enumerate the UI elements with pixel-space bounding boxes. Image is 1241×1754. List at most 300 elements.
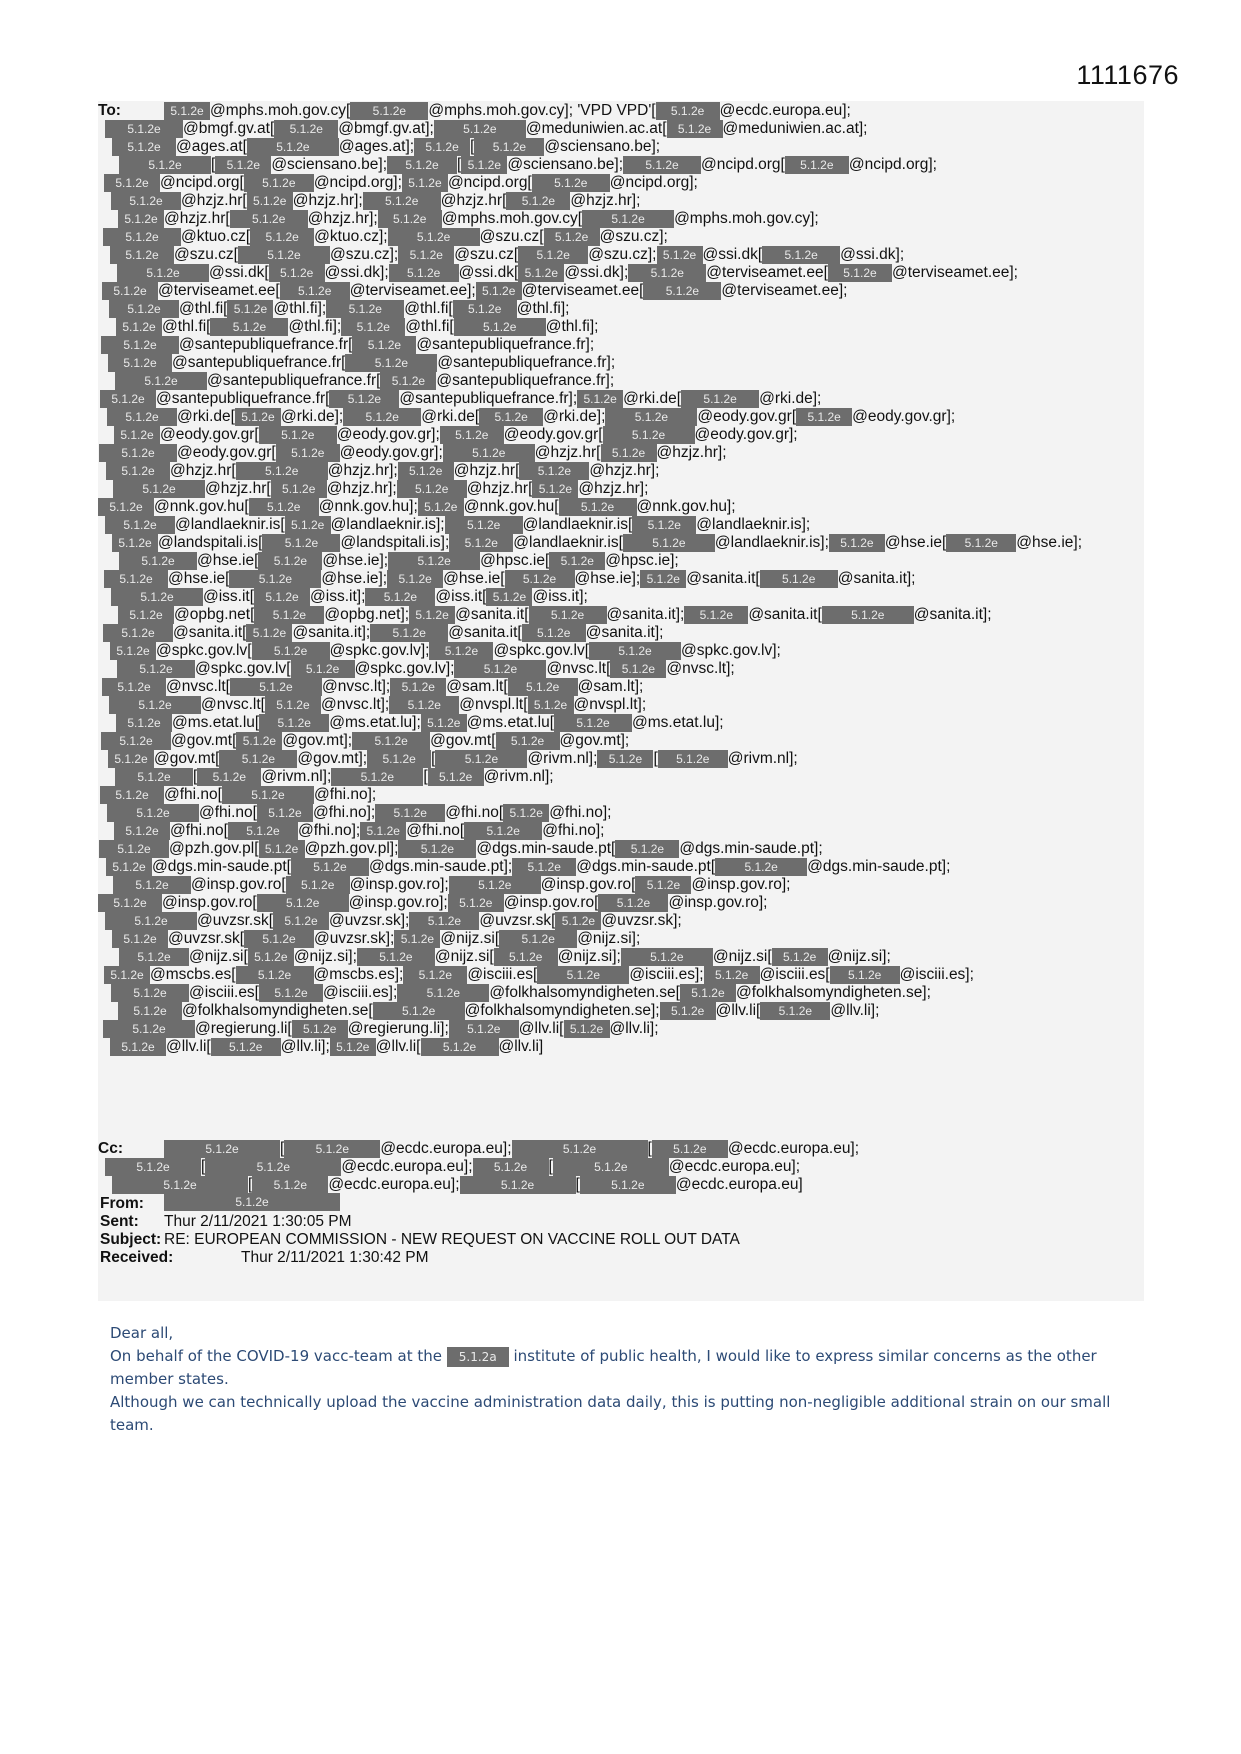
redaction-box: 5.1.2e xyxy=(632,516,696,534)
recipient-line xyxy=(98,677,1144,697)
redaction-box: 5.1.2e xyxy=(378,210,442,228)
redaction-box: 5.1.2e xyxy=(449,876,541,894)
redaction-box: 5.1.2e xyxy=(247,138,339,156)
email-address-fragment: @ages.at]; xyxy=(338,138,415,155)
redaction-box: 5.1.2e xyxy=(244,174,314,192)
greeting: Dear all, xyxy=(110,1324,174,1342)
recipient-line xyxy=(98,119,1144,139)
recipient-line xyxy=(98,929,1144,949)
redaction-box: 5.1.2e xyxy=(100,786,164,804)
email-address-fragment: @hpsc.ie]; xyxy=(605,552,679,569)
email-address-fragment: @hzjz.hr[ xyxy=(534,444,601,461)
email-address-fragment: @mphs.moh.gov.cy]; xyxy=(674,210,819,227)
email-address-fragment: @szu.cz]; xyxy=(329,246,399,263)
email-address-fragment: @fhi.no]; xyxy=(313,786,377,803)
email-address-fragment: @llv.li[ xyxy=(518,1020,564,1037)
email-address-fragment: [ xyxy=(470,138,475,155)
redaction-box: 5.1.2e xyxy=(402,174,448,192)
email-address-fragment: @ms.etat.lu[ xyxy=(466,714,555,731)
paragraph-2: Although we can technically upload the vaccine administration data daily, this is putting non-negligible additional strain on our small team. xyxy=(110,1393,1111,1434)
email-address-fragment: @thl.fi[ xyxy=(405,318,454,335)
email-address-fragment: @hse.ie[ xyxy=(443,570,505,587)
redaction-box: 5.1.2e xyxy=(582,210,674,228)
redaction-box: 5.1.2e xyxy=(454,318,546,336)
recipient-line xyxy=(98,407,1144,427)
email-address-fragment: @ages.at[ xyxy=(176,138,247,155)
redaction-box: 5.1.2e xyxy=(603,426,695,444)
redaction-box: 5.1.2e xyxy=(257,804,313,822)
redaction-box: 5.1.2e xyxy=(104,570,168,588)
email-address-fragment: @rivm.nl]; xyxy=(261,768,332,785)
redaction-box: 5.1.2e xyxy=(273,912,329,930)
redaction-box: 5.1.2e xyxy=(326,300,404,318)
redaction-box: 5.1.2e xyxy=(117,264,209,282)
email-address-fragment: @santepubliquefrance.fr[ xyxy=(156,390,330,407)
email-address-fragment: @meduniwien.ac.at]; xyxy=(722,120,868,137)
redaction-box: 5.1.2e xyxy=(389,696,459,714)
redaction-box: 5.1.2e xyxy=(111,588,203,606)
redaction-box: 5.1.2e xyxy=(99,444,177,462)
redaction-box: 5.1.2e xyxy=(110,1038,166,1056)
email-address-fragment: @nvsc.lt[ xyxy=(166,678,230,695)
recipient-line xyxy=(98,353,1144,373)
redaction-box: 5.1.2e xyxy=(580,1176,676,1194)
email-address-fragment: @rki.de]; xyxy=(280,408,344,425)
recipient-line xyxy=(98,299,1144,319)
redaction-box: 5.1.2e xyxy=(760,1002,830,1020)
email-address-fragment: @terviseamet.ee]; xyxy=(349,282,476,299)
recipient-line xyxy=(98,839,1144,859)
email-address-fragment: @isciii.es]; xyxy=(629,966,704,983)
redaction-box: 5.1.2e xyxy=(528,696,574,714)
email-address-fragment: @mphs.moh.gov.cy[ xyxy=(441,210,583,227)
recipient-line xyxy=(98,731,1144,751)
email-address-fragment: @rki.de[ xyxy=(177,408,235,425)
email-address-fragment: @hse.ie[ xyxy=(168,570,230,587)
recipient-line xyxy=(98,263,1144,283)
recipient-line xyxy=(98,443,1144,463)
redaction-box: 5.1.2e xyxy=(105,912,197,930)
recipient-line xyxy=(98,245,1144,265)
email-address-fragment: @sciensano.be]; xyxy=(271,156,388,173)
redaction-box: 5.1.2e xyxy=(796,408,852,426)
email-address-fragment: @sanita.it[ xyxy=(686,570,760,587)
email-address-fragment: @hzjz.hr]; xyxy=(656,444,727,461)
email-address-fragment: @isciii.es[ xyxy=(759,966,830,983)
email-address-fragment: @insp.gov.ro]; xyxy=(349,876,449,893)
redaction-box: 5.1.2e xyxy=(387,156,457,174)
email-address-fragment: @eody.gov.gr]; xyxy=(339,444,443,461)
email-address-fragment: @insp.gov.ro[ xyxy=(503,894,599,911)
email-address-fragment: @sanita.it]; xyxy=(292,624,371,641)
redaction-box: 5.1.2e xyxy=(398,840,476,858)
redaction-box: 5.1.2e xyxy=(508,678,578,696)
redaction-box: 5.1.2e xyxy=(105,516,175,534)
email-address-fragment: @nijz.si[ xyxy=(440,930,500,947)
email-address-fragment: @hzjz.hr]; xyxy=(307,210,378,227)
redaction-box: 5.1.2e xyxy=(715,858,807,876)
recipient-line xyxy=(98,515,1144,535)
redaction-box: 5.1.2e xyxy=(529,606,607,624)
redaction-box: 5.1.2e xyxy=(331,768,423,786)
redaction-box: 5.1.2e xyxy=(227,300,273,318)
redaction-box: 5.1.2e xyxy=(343,408,421,426)
email-address-fragment: @mphs.moh.gov.cy[ xyxy=(210,102,351,119)
redaction-box: 5.1.2e xyxy=(292,1020,348,1038)
redaction-box: 5.1.2e xyxy=(236,732,282,750)
redaction-box: 5.1.2e xyxy=(236,966,314,984)
redaction-box: 5.1.2e xyxy=(112,1176,248,1194)
email-address-fragment: @landlaeknir.is[ xyxy=(175,516,285,533)
email-address-fragment: @bmgf.gv.at[ xyxy=(183,120,275,137)
redaction-box: 5.1.2e xyxy=(350,102,428,120)
email-address-fragment: @santepubliquefrance.fr]; xyxy=(437,354,616,371)
redaction-box: 5.1.2e xyxy=(113,480,205,498)
redaction-box: 5.1.2e xyxy=(681,390,759,408)
email-address-fragment: @hzjz.hr[ xyxy=(170,462,236,479)
recipient-line xyxy=(98,281,1144,301)
redaction-box: 5.1.2e xyxy=(555,912,601,930)
recipient-line xyxy=(98,623,1144,643)
recipient-line xyxy=(98,749,1144,769)
email-address-fragment: [ xyxy=(280,1140,285,1157)
email-address-fragment: @ms.etat.lu]; xyxy=(329,714,421,731)
email-address-fragment: @nvsc.lt[ xyxy=(201,696,265,713)
email-address-fragment: [ xyxy=(653,750,658,767)
email-address-fragment: @sanita.it[ xyxy=(448,624,522,641)
email-address-fragment: @hzjz.hr]; xyxy=(327,462,398,479)
redaction-box: 5.1.2e xyxy=(215,156,271,174)
redaction-box: 5.1.2e xyxy=(397,984,489,1002)
email-address-fragment: @sanita.it[ xyxy=(455,606,529,623)
email-address-fragment: @llv.li]; xyxy=(830,1002,880,1019)
redaction-box: 5.1.2e xyxy=(656,102,720,120)
redaction-box: 5.1.2e xyxy=(205,1158,341,1176)
email-address-fragment: @ecdc.europa.eu] xyxy=(675,1176,803,1193)
recipient-line xyxy=(98,587,1144,607)
recipient-line xyxy=(98,911,1144,931)
redaction-box: 5.1.2e xyxy=(822,606,914,624)
redaction-box: 5.1.2e xyxy=(259,714,329,732)
email-body xyxy=(110,1322,1120,1437)
email-address-fragment: @insp.gov.ro]; xyxy=(348,894,448,911)
email-address-fragment: @nnk.gov.hu]; xyxy=(636,498,736,515)
redaction-box: 5.1.2e xyxy=(247,192,293,210)
redaction-box: 5.1.2e xyxy=(244,930,314,948)
from-redaction: 5.1.2e xyxy=(164,1193,340,1211)
redaction-box: 5.1.2e xyxy=(532,480,578,498)
recipient-line xyxy=(98,713,1144,733)
recipient-line xyxy=(98,425,1144,445)
redaction-box: 5.1.2e xyxy=(284,1140,380,1158)
document-number: 1111676 xyxy=(1076,60,1179,90)
email-address-fragment: @ms.etat.lu]; xyxy=(632,714,724,731)
redaction-box: 5.1.2e xyxy=(512,1140,648,1158)
email-address-fragment: @uvzsr.sk[ xyxy=(168,930,245,947)
redaction-box: 5.1.2e xyxy=(246,624,292,642)
recipient-line xyxy=(98,191,1144,211)
email-address-fragment: @hzjz.hr[ xyxy=(181,192,247,209)
email-address-fragment: @szu.cz]; xyxy=(599,228,668,245)
email-address-fragment: @hse.ie]; xyxy=(1016,534,1083,551)
recipient-line xyxy=(98,641,1144,661)
email-address-fragment: @hzjz.hr]; xyxy=(589,462,660,479)
sent-value: Thur 2/11/2021 1:30:05 PM xyxy=(164,1213,352,1230)
recipient-line xyxy=(98,605,1144,625)
redaction-box: 5.1.2e xyxy=(113,876,191,894)
redaction-box: 5.1.2e xyxy=(104,174,160,192)
redaction-box: 5.1.2e xyxy=(211,1038,281,1056)
redaction-box: 5.1.2e xyxy=(252,1176,328,1194)
redaction-box: 5.1.2e xyxy=(101,732,171,750)
redaction-box: 5.1.2e xyxy=(474,138,544,156)
email-address-fragment: @nnk.gov.hu[ xyxy=(154,498,249,515)
email-address-fragment: @ktuo.cz]; xyxy=(314,228,388,245)
email-address-fragment: @eody.gov.gr[ xyxy=(160,426,259,443)
redaction-box: 5.1.2e xyxy=(772,948,828,966)
redaction-box: 5.1.2e xyxy=(262,534,340,552)
redaction-box: 5.1.2e xyxy=(103,1020,195,1038)
redaction-box: 5.1.2e xyxy=(228,822,298,840)
redaction-box: 5.1.2e xyxy=(238,246,330,264)
redaction-box: 5.1.2e xyxy=(363,192,441,210)
redaction-box: 5.1.2e xyxy=(512,858,576,876)
redaction-box: 5.1.2e xyxy=(276,444,340,462)
recipient-line xyxy=(98,1001,1144,1021)
redaction-box: 5.1.2e xyxy=(388,552,480,570)
email-address-fragment: @ecdc.europa.eu]; xyxy=(341,1158,473,1175)
email-address-fragment: @iss.it]; xyxy=(532,588,588,605)
email-address-fragment: @spkc.gov.lv[ xyxy=(195,660,291,677)
redaction-box: 5.1.2e xyxy=(704,966,760,984)
redaction-box: 5.1.2e xyxy=(635,876,691,894)
redaction-box: 5.1.2e xyxy=(329,390,399,408)
email-address-fragment: @gov.mt]; xyxy=(297,750,368,767)
email-address-fragment: @eody.gov.gr]; xyxy=(336,426,440,443)
redaction-box: 5.1.2e xyxy=(108,750,154,768)
recipient-line xyxy=(98,803,1144,823)
received-label: Received: xyxy=(100,1249,174,1266)
email-address-fragment: @hzjz.hr]; xyxy=(292,192,363,209)
redaction-box: 5.1.2e xyxy=(103,624,173,642)
email-address-fragment: @bmgf.gv.at]; xyxy=(338,120,434,137)
redaction-box: 5.1.2e xyxy=(110,246,174,264)
email-address-fragment: @regierung.li[ xyxy=(195,1020,292,1037)
redaction-box: 5.1.2e xyxy=(271,480,327,498)
redaction-box: 5.1.2e xyxy=(373,1002,465,1020)
recipient-line xyxy=(98,875,1144,895)
email-address-fragment: @hzjz.hr[ xyxy=(205,480,271,497)
email-address-fragment: @fhi.no[ xyxy=(164,786,222,803)
redaction-box: 5.1.2e xyxy=(658,750,728,768)
email-address-fragment: @gov.mt[ xyxy=(154,750,220,767)
email-address-fragment: @hzjz.hr]; xyxy=(578,480,649,497)
redaction-box: 5.1.2e xyxy=(522,624,586,642)
redaction-box: 5.1.2e xyxy=(265,696,321,714)
email-address-fragment: @gov.mt]; xyxy=(559,732,630,749)
email-address-fragment: @sciensano.be]; xyxy=(544,138,661,155)
email-address-fragment: @rki.de[ xyxy=(421,408,480,425)
email-address-fragment: @ncipd.org]; xyxy=(609,174,698,191)
email-address-fragment: @hzjz.hr[ xyxy=(453,462,520,479)
institute-redaction: 5.1.2a xyxy=(447,1347,509,1367)
redaction-box: 5.1.2e xyxy=(280,282,350,300)
redaction-box: 5.1.2e xyxy=(544,228,600,246)
redaction-box: 5.1.2e xyxy=(473,1158,549,1176)
redaction-box: 5.1.2e xyxy=(505,570,575,588)
email-address-fragment: @ncipd.org[ xyxy=(160,174,244,191)
email-address-fragment: @eody.gov.gr[ xyxy=(503,426,603,443)
redaction-box: 5.1.2e xyxy=(449,534,513,552)
email-address-fragment: @ktuo.cz[ xyxy=(181,228,251,245)
email-address-fragment: @hzjz.hr]; xyxy=(570,192,641,209)
email-address-fragment: @dgs.min-saude.pt]; xyxy=(368,858,513,875)
redaction-box: 5.1.2e xyxy=(621,948,713,966)
email-address-fragment: @ncipd.org]; xyxy=(313,174,402,191)
email-address-fragment: @hzjz.hr[ xyxy=(164,210,230,227)
redaction-box: 5.1.2e xyxy=(252,642,330,660)
redaction-box: 5.1.2e xyxy=(564,1020,610,1038)
received-value: Thur 2/11/2021 1:30:42 PM xyxy=(241,1249,429,1266)
recipient-line xyxy=(98,893,1144,913)
email-address-fragment: @fhi.no]; xyxy=(312,804,376,821)
email-address-fragment: @ncipd.org[ xyxy=(447,174,532,191)
redaction-box: 5.1.2e xyxy=(434,120,526,138)
email-address-fragment: @uvzsr.sk[ xyxy=(479,912,556,929)
redaction-box: 5.1.2e xyxy=(577,390,623,408)
recipient-line xyxy=(98,785,1144,805)
recipient-line xyxy=(98,1037,1144,1057)
email-address-fragment: @llv.li[ xyxy=(166,1038,211,1055)
redaction-box: 5.1.2e xyxy=(112,534,158,552)
redaction-box: 5.1.2e xyxy=(494,948,558,966)
redaction-box: 5.1.2e xyxy=(110,642,156,660)
redaction-box: 5.1.2e xyxy=(518,264,564,282)
email-address-fragment: @spkc.gov.lv]; xyxy=(329,642,430,659)
redaction-box: 5.1.2e xyxy=(370,624,448,642)
redaction-box: 5.1.2e xyxy=(254,606,324,624)
redaction-box: 5.1.2e xyxy=(601,444,657,462)
email-address-fragment: @landlaeknir.is[ xyxy=(513,534,623,551)
email-address-fragment: @ecdc.europa.eu]; xyxy=(380,1140,512,1157)
email-address-fragment: @ssi.dk]; xyxy=(840,246,905,263)
redaction-box: 5.1.2e xyxy=(99,840,169,858)
email-address-fragment: @fhi.no]; xyxy=(297,822,361,839)
email-address-fragment: @spkc.gov.lv]; xyxy=(681,642,781,659)
email-address-fragment: @opbg.net[ xyxy=(174,606,255,623)
email-address-fragment: @ncipd.org]; xyxy=(848,156,937,173)
email-address-fragment: [ xyxy=(211,156,216,173)
redaction-box: 5.1.2e xyxy=(104,966,150,984)
email-address-fragment: @opbg.net]; xyxy=(324,606,410,623)
redaction-box: 5.1.2e xyxy=(554,714,632,732)
redaction-box: 5.1.2e xyxy=(464,822,542,840)
redaction-box: 5.1.2e xyxy=(103,228,181,246)
email-address-fragment: @uvzsr.sk]; xyxy=(601,912,682,929)
email-address-fragment: [ xyxy=(248,1176,253,1193)
email-address-fragment: [ xyxy=(575,1176,580,1193)
redaction-box: 5.1.2e xyxy=(597,750,653,768)
email-address-fragment: @folkhalsomyndigheten.se[ xyxy=(489,984,680,1001)
redaction-box: 5.1.2e xyxy=(254,588,310,606)
email-address-fragment: @fhi.no]; xyxy=(542,822,605,839)
redaction-box: 5.1.2e xyxy=(210,318,288,336)
redaction-box: 5.1.2e xyxy=(219,750,297,768)
email-address-fragment: @hse.ie[ xyxy=(197,552,259,569)
email-address-fragment: @hse.ie]; xyxy=(322,552,389,569)
redaction-box: 5.1.2e xyxy=(230,210,308,228)
recipient-line xyxy=(98,659,1144,679)
email-address-fragment: @hzjz.hr]; xyxy=(326,480,397,497)
email-address-fragment: @spkc.gov.lv]; xyxy=(354,660,455,677)
recipient-line xyxy=(98,1139,1144,1159)
email-address-fragment: @sciensano.be]; xyxy=(507,156,624,173)
email-address-fragment: @gov.mt[ xyxy=(171,732,237,749)
email-address-fragment: @sam.lt[ xyxy=(446,678,508,695)
email-address-fragment: @rki.de]; xyxy=(543,408,606,425)
redaction-box: 5.1.2e xyxy=(116,714,172,732)
email-address-fragment: @terviseamet.ee]; xyxy=(891,264,1018,281)
redaction-box: 5.1.2e xyxy=(448,894,504,912)
email-address-fragment: @uvzsr.sk]; xyxy=(314,930,395,947)
redaction-box: 5.1.2e xyxy=(105,1158,201,1176)
redaction-box: 5.1.2e xyxy=(164,102,210,120)
email-address-fragment: @ssi.dk]; xyxy=(564,264,629,281)
email-address-fragment: @nvsc.lt]; xyxy=(321,678,391,695)
redaction-box: 5.1.2e xyxy=(330,1038,376,1056)
redaction-box: 5.1.2e xyxy=(605,408,697,426)
email-address-fragment: @hpsc.ie[ xyxy=(480,552,550,569)
email-address-fragment: [ xyxy=(431,750,436,767)
email-address-fragment: @gov.mt]; xyxy=(282,732,353,749)
recipient-line xyxy=(98,767,1144,787)
redaction-box: 5.1.2e xyxy=(258,552,322,570)
email-address-fragment: @iss.it[ xyxy=(203,588,255,605)
redaction-box: 5.1.2e xyxy=(109,696,201,714)
email-address-fragment: @sanita.it]; xyxy=(585,624,664,641)
redaction-box: 5.1.2e xyxy=(119,552,197,570)
email-address-fragment: @nvsc.lt[ xyxy=(546,660,611,677)
recipient-line xyxy=(98,1157,1144,1177)
field-label: To: xyxy=(98,102,121,120)
email-address-fragment: @hzjz.hr[ xyxy=(466,480,533,497)
recipient-line xyxy=(98,317,1144,337)
redaction-box: 5.1.2e xyxy=(660,1002,716,1020)
recipient-line xyxy=(98,335,1144,355)
recipient-line xyxy=(98,533,1144,553)
redaction-box: 5.1.2e xyxy=(111,192,181,210)
email-address-fragment: @sanita.it[ xyxy=(748,606,822,623)
redaction-box: 5.1.2e xyxy=(108,354,172,372)
redaction-box: 5.1.2e xyxy=(499,930,577,948)
email-address-fragment: @ssi.dk[ xyxy=(458,264,519,281)
redaction-box: 5.1.2e xyxy=(112,930,168,948)
redaction-box: 5.1.2e xyxy=(537,966,629,984)
email-address-fragment: @nijz.si]; xyxy=(557,948,621,965)
email-address-fragment: @landlaeknir.is]; xyxy=(714,534,829,551)
email-address-fragment: @terviseamet.ee[ xyxy=(158,282,280,299)
recipient-line xyxy=(98,101,1144,121)
redaction-box: 5.1.2e xyxy=(589,642,681,660)
redaction-box: 5.1.2e xyxy=(684,606,748,624)
redaction-box: 5.1.2e xyxy=(615,840,679,858)
email-address-fragment: @eody.gov.gr]; xyxy=(852,408,956,425)
email-address-fragment: @thl.fi]; xyxy=(288,318,342,335)
email-address-fragment: @eody.gov.gr[ xyxy=(697,408,797,425)
redaction-box: 5.1.2e xyxy=(519,462,589,480)
email-address-fragment: @llv.li[ xyxy=(715,1002,761,1019)
recipient-line xyxy=(98,965,1144,985)
